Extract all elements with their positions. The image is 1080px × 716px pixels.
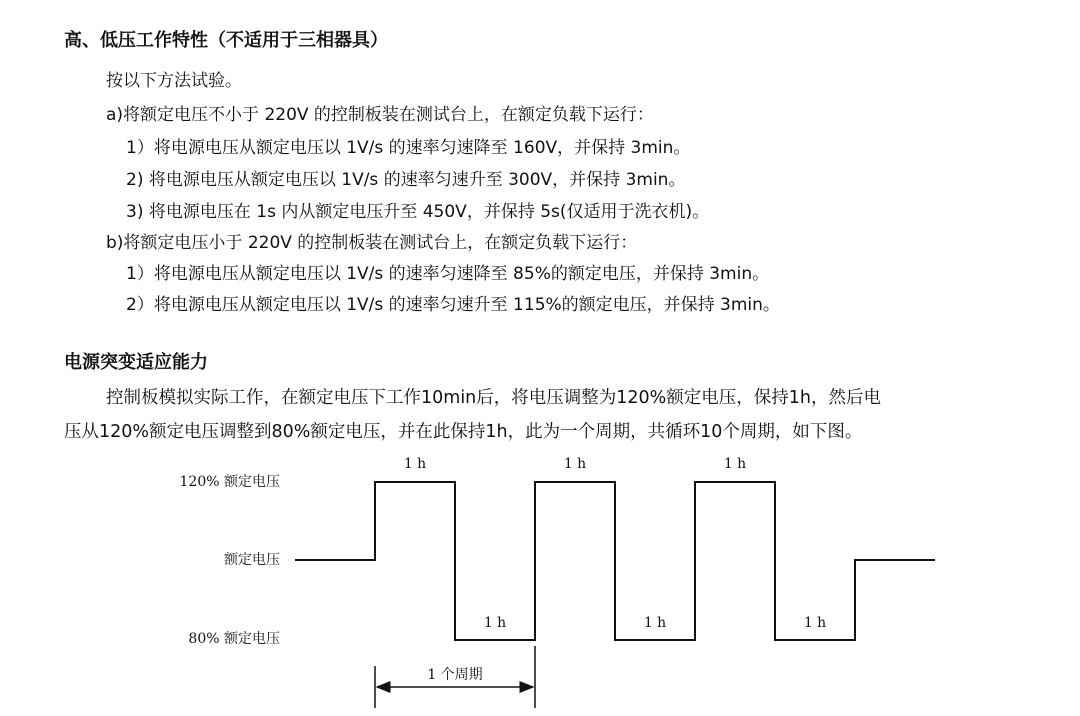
item-a-step: 2) 将电源电压从额定电压以 1V/s 的速率匀速升至 300V，并保持 3min。 <box>126 170 686 190</box>
item-b-step: 1）将电源电压从额定电压以 1V/s 的速率匀速降至 85%的额定电压，并保持 3min。 <box>126 264 770 284</box>
duration-label: 1 h <box>403 456 427 472</box>
level-label-120: 120% 额定电压 <box>179 474 280 490</box>
duration-label: 1 h <box>483 615 507 631</box>
duration-label: 1 h <box>803 615 827 631</box>
section2-paragraph-line1: 控制板模拟实际工作，在额定电压下工作10min后，将电压调整为120%额定电压，保持1h，然后电 <box>106 388 882 408</box>
item-b: b)将额定电压小于 220V 的控制板装在测试台上，在额定负载下运行： <box>106 233 638 253</box>
voltage-cycle-chart <box>0 446 1080 716</box>
level-label-80: 80% 额定电压 <box>188 631 280 647</box>
section-title: 高、低压工作特性（不适用于三相器具） <box>64 30 388 51</box>
voltage-waveform <box>295 482 935 640</box>
item-b-step: 2）将电源电压从额定电压以 1V/s 的速率匀速升至 115%的额定电压，并保持 3min。 <box>126 295 780 315</box>
level-label-100: 额定电压 <box>224 552 280 568</box>
item-a: a)将额定电压不小于 220V 的控制板装在测试台上，在额定负载下运行： <box>106 105 654 125</box>
period-label: 1 个周期 <box>427 667 483 683</box>
duration-label: 1 h <box>643 615 667 631</box>
waveform-line <box>295 482 935 640</box>
item-a-step: 3) 将电源电压在 1s 内从额定电压升至 450V，并保持 5s(仅适用于洗衣机)。 <box>126 202 710 222</box>
item-a-step: 1）将电源电压从额定电压以 1V/s 的速率匀速降至 160V，并保持 3min。 <box>126 138 691 158</box>
duration-label: 1 h <box>723 456 747 472</box>
section2-paragraph-line2: 压从120%额定电压调整到80%额定电压，并在此保持1h，此为一个周期，共循环10个周期，如下图。 <box>64 422 863 442</box>
duration-label: 1 h <box>563 456 587 472</box>
section2-title: 电源突变适应能力 <box>64 352 208 373</box>
intro-text: 按以下方法试验。 <box>106 71 242 91</box>
